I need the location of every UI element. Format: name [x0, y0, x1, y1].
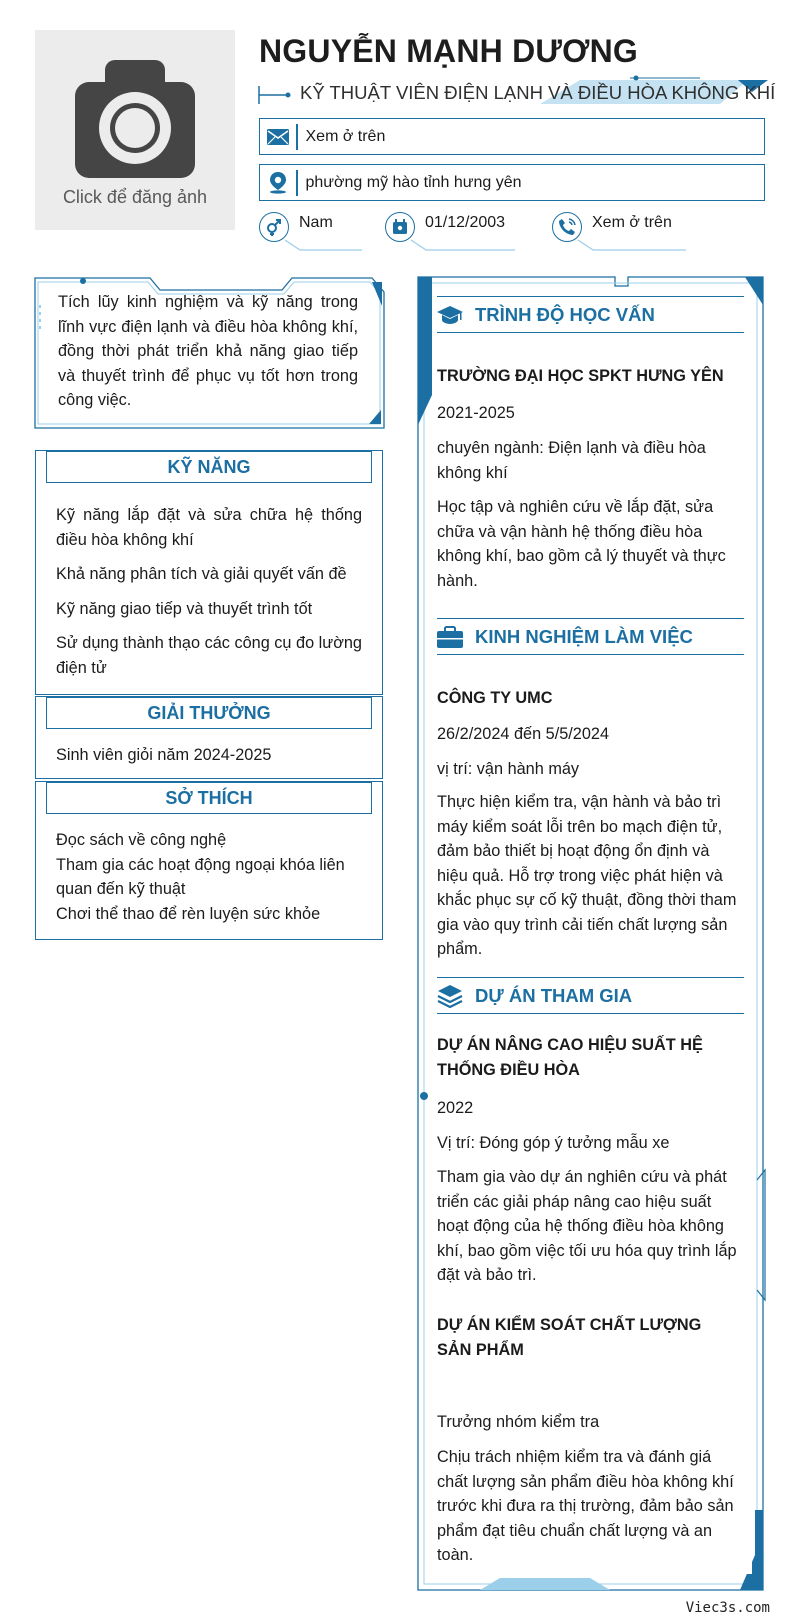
company-name: CÔNG TY UMC — [437, 689, 553, 707]
project-description: Chịu trách nhiệm kiểm tra và đánh giá chất lượng sản phẩm điều hòa không khí trước khi đưa ra thị trường, đảm bảo sản phẩm đạt tiêu chuẩn chất lượng và an toàn. — [437, 1448, 734, 1564]
education-description: Học tập và nghiên cứu về lắp đặt, sửa chữa và vận hành hệ thống điều hòa không khí, bao gồm cả lý thuyết và thực hành. — [437, 498, 726, 590]
career-objective: Tích lũy kinh nghiệm và kỹ năng trong lĩnh vực điện lạnh và điều hòa không khí, đồng thời phát triển khả năng giao tiếp và thuyết trình để phục vụ tốt hơn trong công việc. — [58, 293, 358, 409]
hobby-item: Tham gia các hoạt động ngoại khóa liên quan đến kỹ thuật — [56, 855, 345, 898]
project-description: Tham gia vào dự án nghiên cứu và phát triển các giải pháp nâng cao hiệu suất hoạt động của hệ thống điều hòa không khí, bao gồm việc tối ưu hóa quy trình lắp đặt và bảo trì. — [437, 1168, 737, 1284]
location-pin-icon — [260, 172, 296, 194]
phone-value: Xem ở trên — [592, 214, 672, 231]
address-value: phường mỹ hào tỉnh hưng yên — [305, 173, 522, 191]
award-item: Sinh viên giỏi năm 2024-2025 — [56, 746, 272, 764]
birthday-value: 01/12/2003 — [425, 214, 506, 231]
gender-field[interactable] — [259, 212, 333, 242]
skill-item: Khả năng phân tích và giải quyết vấn đề — [56, 565, 347, 583]
experience-title: KINH NGHIỆM LÀM VIỆC — [475, 625, 693, 647]
skills-title: KỸ NĂNG — [46, 451, 372, 483]
project-name: DỰ ÁN KIỂM SOÁT CHẤT LƯỢNG SẢN PHẨM — [437, 1316, 702, 1359]
awards-title: GIẢI THƯỞNG — [46, 697, 372, 729]
briefcase-icon — [437, 626, 463, 648]
phone-field[interactable] — [552, 212, 672, 242]
skill-item: Sử dụng thành thạo các công cụ đo lường điện tử — [56, 634, 362, 677]
education-header — [437, 296, 744, 333]
skill-item: Kỹ năng lắp đặt và sửa chữa hệ thống điều hòa không khí — [56, 506, 362, 549]
project-role: Vị trí: Đóng góp ý tưởng mẫu xe — [437, 1134, 670, 1152]
envelope-icon — [260, 129, 296, 145]
experience-role: vị trí: vận hành máy — [437, 760, 580, 778]
camera-icon — [75, 60, 195, 178]
education-major: chuyên ngành: Điện lạnh và điều hòa không khí — [437, 439, 706, 482]
experience-time: 26/2/2024 đến 5/5/2024 — [437, 725, 610, 743]
skill-item: Kỹ năng giao tiếp và thuyết trình tốt — [56, 599, 313, 618]
full-name: NGUYỄN MẠNH DƯƠNG — [259, 33, 639, 69]
hobbies-title: SỞ THÍCH — [46, 782, 372, 814]
address-field[interactable] — [259, 164, 765, 201]
project-time: 2022 — [437, 1099, 474, 1117]
gender-icon — [259, 212, 289, 242]
education-title: TRÌNH ĐỘ HỌC VẤN — [475, 303, 655, 325]
projects-title: DỰ ÁN THAM GIA — [475, 984, 633, 1006]
phone-icon — [552, 212, 582, 242]
calendar-icon — [385, 212, 415, 242]
layers-icon — [437, 984, 463, 1008]
awards-section — [35, 696, 383, 779]
footer-watermark: Viec3s.com — [685, 1600, 770, 1616]
school-name: TRƯỜNG ĐẠI HỌC SPKT HƯNG YÊN — [437, 367, 724, 385]
birthday-field[interactable] — [385, 212, 505, 242]
project-role: Trưởng nhóm kiểm tra — [437, 1413, 600, 1431]
hobbies-section — [35, 781, 383, 940]
photo-label: Click để đăng ảnh — [62, 187, 208, 207]
experience-description: Thực hiện kiểm tra, vận hành và bảo trì máy kiểm soát lỗi trên bo mạch điện tử, đảm bảo thiết bị hoạt động ổn định và hiệu quả. Hỗ trợ trong việc phát hiện và khắc phục sự cố kỹ thuật, đồng thời tham gia vào quy trình cải tiến chất lượng sản phẩm. — [437, 793, 737, 958]
experience-header — [437, 618, 744, 655]
email-field[interactable] — [259, 118, 765, 155]
hobby-item: Chơi thể thao để rèn luyện sức khỏe — [56, 904, 321, 923]
graduation-cap-icon — [437, 305, 463, 325]
project-name: DỰ ÁN NÂNG CAO HIỆU SUẤT HỆ THỐNG ĐIỀU HÒA — [437, 1036, 703, 1079]
job-title: KỸ THUẬT VIÊN ĐIỆN LẠNH VÀ ĐIỀU HÒA KHÔNG KHÍ — [300, 82, 776, 103]
education-time: 2021-2025 — [437, 404, 515, 422]
email-value: Xem ở trên — [305, 127, 386, 145]
projects-header — [437, 977, 744, 1014]
gender-value: Nam — [299, 214, 333, 231]
profile-photo-upload[interactable] — [35, 30, 235, 230]
skills-section — [35, 450, 383, 695]
hobby-item: Đọc sách về công nghệ — [56, 831, 227, 849]
